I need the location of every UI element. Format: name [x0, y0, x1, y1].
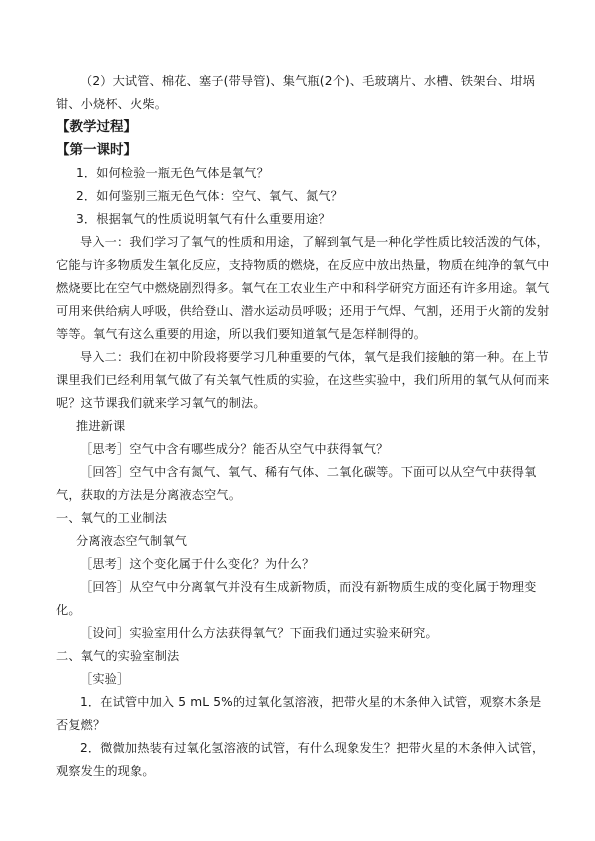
heading-first-lesson: 【第一课时】 — [56, 142, 137, 158]
question-3: 3．根据氧气的性质说明氧气有什么重要用途？ — [76, 212, 331, 226]
section-lab-method: 二、氧气的实验室制法 — [56, 649, 180, 663]
intro-one-paragraph: 导入一：我们学习了氧气的性质和用途，了解到氧气是一种化学性质比较活泼的气体，它能与许多物质发生氧化反应，支持物质的燃烧，在反应中放出热量，物质在纯净的氧气中燃烧要比在空气中燃烧剧烈得多。氧气在工农业生产中和科学研究方面还有许多用途。氧气可用来供给病人呼吸，供给登山、潜水运动员呼吸；还用于气焊、气割，还用于火箭的发射等等。氧气有这么重要的用途，所以我们要知道氧气是怎样制得的。 — [56, 235, 550, 341]
answer-1: ［回答］空气中含有氮气、氧气、稀有气体、二氧化碳等。下面可以从空气中获得氧气，获取的方法是分离液态空气。 — [56, 465, 537, 502]
section-industrial-subtitle: 分离液态空气制氧气 — [76, 534, 188, 548]
materials-paragraph: （2）大试管、棉花、塞子(带导管)、集气瓶(2个)、毛玻璃片、水槽、铁架台、坩埚钳、小烧杯、火柴。 — [56, 74, 535, 111]
ask-1: ［设问］实验室用什么方法获得氧气？下面我们通过实验来研究。 — [80, 626, 438, 640]
intro-two-paragraph: 导入二：我们在初中阶段将要学习几种重要的气体，氧气是我们接触的第一种。在上节课里我们已经利用氧气做了有关氧气性质的实验，在这些实验中，我们所用的氧气从何而来呢？这节课我们就来学习氧气的制法。 — [56, 350, 550, 410]
experiment-step-1: 1．在试管中加入 5 mL 5%的过氧化氢溶液，把带火星的木条伸入试管，观察木条是否复燃？ — [56, 695, 542, 732]
document-body — [56, 70, 550, 783]
question-2: 2．如何鉴别三瓶无色气体：空气、氧气、氮气？ — [76, 189, 343, 203]
think-1: ［思考］空气中含有哪些成分？能否从空气中获得氧气？ — [80, 442, 389, 456]
question-1: 1．如何检验一瓶无色气体是氧气？ — [76, 166, 269, 180]
new-lesson-label: 推进新课 — [76, 419, 126, 433]
experiment-step-2: 2．微微加热装有过氧化氢溶液的试管，有什么现象发生？把带火星的木条伸入试管，观察发生的现象。 — [56, 741, 545, 778]
think-2: ［思考］这个变化属于什么变化？为什么？ — [80, 557, 315, 571]
answer-2: ［回答］从空气中分离氧气并没有生成新物质，而没有新物质生成的变化属于物理变化。 — [56, 580, 537, 617]
section-industrial-method: 一、氧气的工业制法 — [56, 511, 168, 525]
experiment-label: ［实验］ — [80, 672, 130, 686]
heading-teaching-process: 【教学过程】 — [56, 119, 137, 135]
